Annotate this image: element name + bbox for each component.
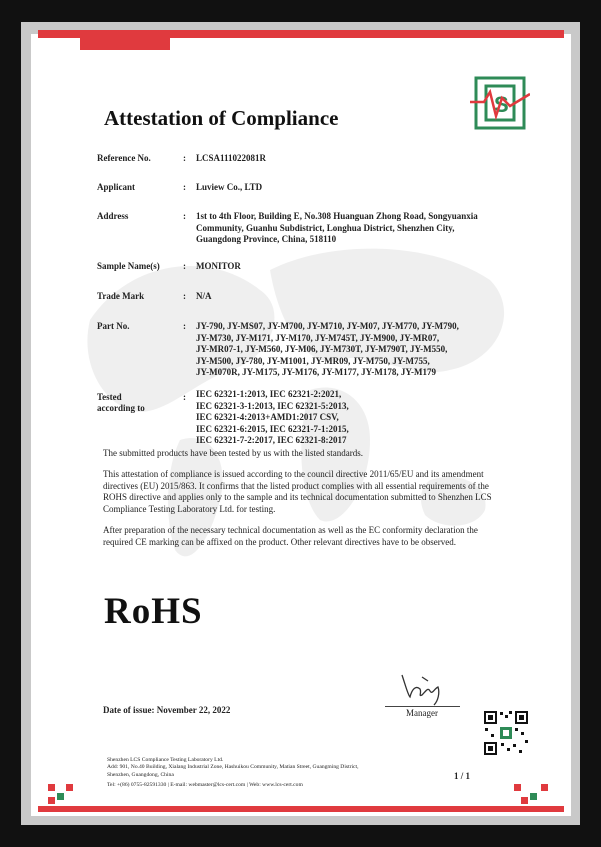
part-line: JY-790, JY-MS07, JY-M700, JY-M710, JY-M07, JY-M770, JY-M790, [196, 321, 459, 331]
trademark-value: N/A [196, 291, 212, 301]
corner-square [57, 793, 64, 800]
footer-line: Tel: +(86) 0755-82591330 | E-mail: webmaster@lcs-cert.com | Web: www.lcs-cert.com [107, 782, 303, 788]
top-red-band [38, 30, 564, 38]
colon: : [183, 261, 186, 271]
tested-line: IEC 62321-7-2:2017, IEC 62321-8:2017 [196, 435, 347, 445]
colon: : [183, 153, 186, 163]
top-red-tab [80, 38, 170, 50]
part-line: JY-M500, JY-780, JY-M1001, JY-MR09, JY-M750, JY-M755, [196, 355, 430, 366]
bottom-red-band [38, 806, 564, 812]
tested-line: IEC 62321-4:2013+AMD1:2017 CSV, [196, 412, 339, 422]
reference-label: Reference No. [97, 153, 151, 163]
corner-square [48, 797, 55, 804]
colon: : [183, 321, 186, 331]
address-line: 1st to 4th Floor, Building E, No.308 Huanguan Zhong Road, Songyuanxia [196, 211, 478, 221]
colon: : [183, 211, 186, 221]
sample-label: Sample Name(s) [97, 261, 160, 271]
paragraph: The submitted products have been tested by us with the listed standards. [103, 448, 363, 458]
tested-label-line: according to [97, 403, 145, 413]
date-of-issue: Date of issue: November 22, 2022 [103, 705, 231, 715]
corner-square [541, 784, 548, 791]
corner-square [48, 784, 55, 791]
rohs-mark: RoHS [104, 591, 203, 632]
document-title: Attestation of Compliance [104, 106, 339, 130]
part-line: JY-MR07-1, JY-M560, JY-M06, JY-M730T, JY-M790T, JY-M550, [196, 344, 448, 354]
paragraph: This attestation of compliance is issued according to the council directive 2011/65/EU and its amendment directives (EU) 2015/863. It confirms that the listed product complies with all essential requirements of the ROHS directive and applies only to the sample and its technical documentation submitted to Shenzhen LCS Compliance Testing Laboratory Ltd. for testing. [103, 469, 492, 514]
qr-code-icon [483, 710, 529, 756]
footer-line: Add: 901, No.40 Building, Xialang Industrial Zone, Hashuikou Community, Matian Street, Guangming District, [107, 764, 359, 770]
part-line: JY-M070R, JY-M175, JY-M176, JY-M177, JY-M178, JY-M179 [196, 367, 436, 377]
footer-line: Shenzhen LCS Compliance Testing Laboratory Ltd. [107, 757, 224, 763]
manager-label: Manager [406, 708, 438, 718]
tested-line: IEC 62321-6:2015, IEC 62321-7-1:2015, [196, 423, 349, 434]
applicant-value: Luview Co., LTD [196, 182, 263, 192]
corner-square [530, 793, 537, 800]
paragraph: After preparation of the necessary technical documentation as well as the EC conformity declaration the required CE marking can be affixed on the product. Other relevant directives have to be observed. [103, 525, 478, 547]
part-value [196, 321, 531, 379]
page-number: 1 / 1 [454, 771, 471, 781]
address-value [196, 211, 531, 246]
sample-value: MONITOR [196, 261, 241, 271]
tested-value [196, 389, 526, 447]
tested-label-line: Tested [97, 392, 122, 402]
footer-line: Shenzhen, Guangdong, China [107, 772, 174, 778]
tested-label [97, 392, 145, 414]
lcs-logo-icon [470, 76, 530, 130]
applicant-label: Applicant [97, 182, 136, 192]
address-line: Community, Guanhu Subdistrict, Longhua District, Shenzhen City, [196, 222, 455, 233]
reference-value: LCSA111022081R [196, 153, 267, 163]
svg-text:S: S [494, 92, 509, 117]
corner-square [514, 784, 521, 791]
trademark-label: Trade Mark [97, 291, 145, 301]
colon: : [183, 182, 186, 192]
colon: : [183, 392, 186, 402]
address-line: Guangdong Province, China, 518110 [196, 234, 337, 244]
address-label: Address [97, 211, 129, 221]
corner-square [66, 784, 73, 791]
part-label: Part No. [97, 321, 130, 331]
signature-line [385, 706, 460, 707]
signature-icon [392, 667, 452, 707]
colon: : [183, 291, 186, 301]
tested-line: IEC 62321-1:2013, IEC 62321-2:2021, [196, 389, 342, 399]
part-line: JY-M730, JY-M171, JY-M170, JY-M745T, JY-M900, JY-MR07, [196, 332, 440, 343]
corner-square [521, 797, 528, 804]
tested-line: IEC 62321-3-1:2013, IEC 62321-5:2013, [196, 400, 349, 411]
